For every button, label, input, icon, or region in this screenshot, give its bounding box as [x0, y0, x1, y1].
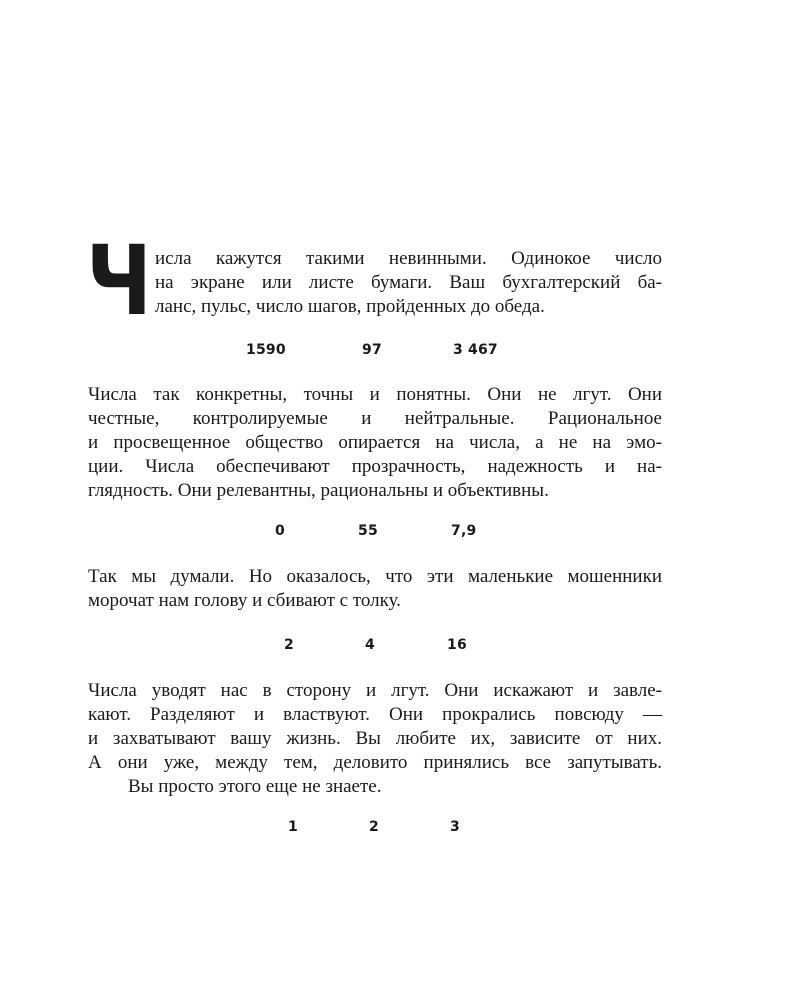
text-line: на экране или листе бумаги. Ваш бухгалтерский ба- [155, 272, 662, 293]
number: 7,9 [451, 523, 477, 539]
text-line: и захватывают вашу жизнь. Вы любите их, зависите от них. [88, 728, 662, 749]
number: 2 [284, 637, 294, 653]
number: 2 [369, 819, 379, 835]
text-line: и просвещенное общество опирается на числа, а не на эмо- [88, 432, 662, 453]
text-line: Так мы думали. Но оказалось, что эти маленькие мошенники [88, 566, 662, 587]
number: 4 [365, 637, 375, 653]
text-line: Числа уводят нас в сторону и лгут. Они искажают и завле- [88, 680, 662, 701]
text-line: кают. Разделяют и властвуют. Они прокрались повсюду — [88, 704, 662, 725]
text-line: морочат нам голову и сбивают с толку. [88, 590, 401, 611]
text-line: исла кажутся такими невинными. Одинокое число [155, 248, 662, 269]
drop-cap [86, 225, 152, 337]
text-line: ланс, пульс, число шагов, пройденных до обеда. [155, 296, 545, 317]
number: 3 [450, 819, 460, 835]
text-line: ции. Числа обеспечивают прозрачность, надежность и на- [88, 456, 662, 477]
number: 1 [288, 819, 298, 835]
number: 0 [275, 523, 285, 539]
number: 55 [358, 523, 378, 539]
number: 97 [362, 342, 382, 358]
text-line: честные, контролируемые и нейтральные. Рациональное [88, 408, 662, 429]
text-line: А они уже, между тем, деловито принялись все запутывать. [88, 752, 662, 773]
number: 16 [447, 637, 467, 653]
text-line: Числа так конкретны, точны и понятны. Они не лгут. Они [88, 384, 662, 405]
number: 1590 [246, 342, 286, 358]
text-line: глядность. Они релевантны, рациональны и объективны. [88, 480, 549, 501]
drop-cap-letter: Ч [86, 225, 152, 337]
text-line: Вы просто этого еще не знаете. [128, 776, 382, 797]
number: 3 467 [453, 342, 498, 358]
